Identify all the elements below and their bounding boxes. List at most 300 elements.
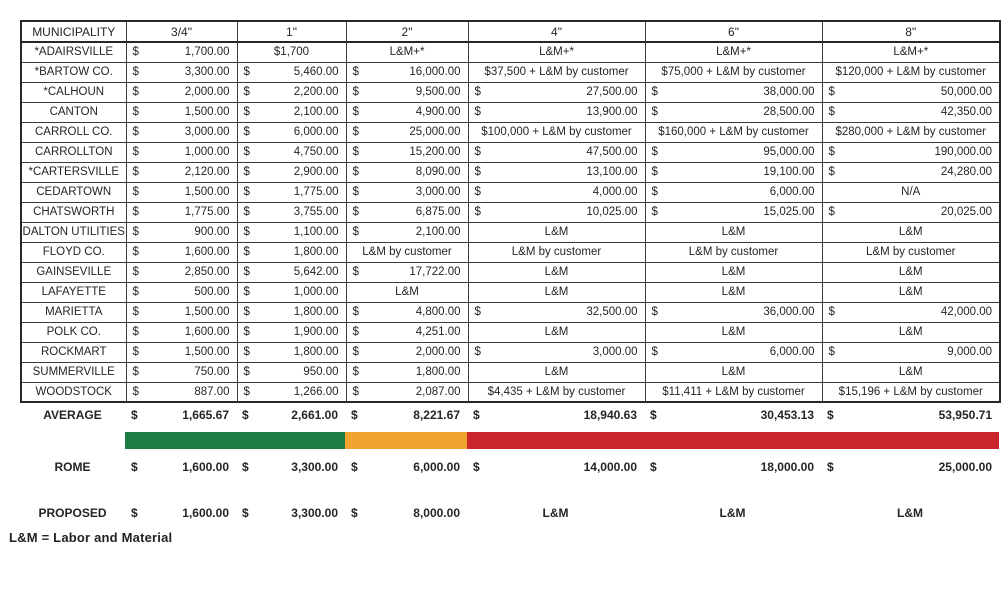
fee-cell [346,222,468,242]
currency-symbol: $ [243,146,250,158]
fee-value: 2,100.00 [293,106,339,118]
fee-cell: L&M+* [468,42,645,62]
currency-symbol: $ [474,106,481,118]
fee-cell [822,102,1000,122]
column-header-6: 8" [822,21,1000,42]
currency-symbol: $ [352,266,359,278]
column-header-1: 3/4" [126,21,237,42]
fee-cell: L&M [822,222,1000,242]
fee-cell: N/A [822,182,1000,202]
column-header-5: 6" [645,21,822,42]
table-row [21,62,1000,82]
fee-cell [346,182,468,202]
fee-cell [345,451,467,483]
fee-cell: L&M [897,506,923,520]
rome-row [20,451,999,483]
currency-symbol: $ [352,186,359,198]
fee-value: 95,000.00 [763,146,815,158]
currency-symbol: $ [352,306,359,318]
fee-cell [236,495,345,531]
table-row [21,302,1000,322]
fee-value: 13,900.00 [586,106,638,118]
fee-value: 53,950.71 [938,408,992,422]
currency-symbol: $ [243,226,250,238]
legend-note: L&M = Labor and Material [9,530,173,545]
fee-value: 19,100.00 [763,166,815,178]
fee-value: 190,000.00 [934,146,992,158]
table-header [21,21,1000,42]
fee-cell [237,142,346,162]
fee-value: 42,350.00 [940,106,992,118]
fee-cell [645,302,822,322]
fee-value: 4,000.00 [592,186,638,198]
table-row [21,242,1000,262]
fee-cell [237,342,346,362]
fee-cell [125,451,236,483]
fee-value: 3,000.00 [592,346,638,358]
column-header-0: MUNICIPALITY [21,21,126,42]
fee-value: 8,090.00 [415,166,461,178]
fee-cell [346,302,468,322]
currency-symbol: $ [243,385,250,398]
fee-value: 2,850.00 [184,266,230,278]
currency-symbol: $ [352,86,359,98]
fee-value: 1,600.00 [182,506,229,520]
fee-value: 900.00 [194,226,230,238]
table-row [21,162,1000,182]
fee-value: 2,200.00 [293,86,339,98]
fee-cell: $15,196 + L&M by customer [822,382,1000,402]
currency-symbol: $ [650,408,657,422]
fee-value: 950.00 [303,366,339,378]
fee-cell: L&M by customer [468,242,645,262]
currency-symbol: $ [131,506,138,520]
currency-symbol: $ [243,266,250,278]
fee-cell: L&M [645,262,822,282]
fee-value: 10,025.00 [586,206,638,218]
fee-value: 1,700.00 [184,46,230,59]
currency-symbol: $ [651,206,658,218]
fee-value: 36,000.00 [763,306,815,318]
municipality-cell: LAFAYETTE [21,282,126,302]
municipality-cell: ROCKMART [21,342,126,362]
fee-value: 4,251.00 [415,326,461,338]
currency-symbol: $ [352,126,359,138]
fee-cell [821,451,999,483]
fee-value: 17,722.00 [409,266,461,278]
fee-cell [237,322,346,342]
currency-symbol: $ [243,106,250,118]
fee-cell [126,302,237,322]
fee-value: 5,642.00 [293,266,339,278]
fee-cell [468,102,645,122]
currency-symbol: $ [243,66,250,78]
fee-cell [346,322,468,342]
fee-cell [237,162,346,182]
municipality-cell: GAINSEVILLE [21,262,126,282]
fee-value: 2,000.00 [184,86,230,98]
fee-cell [126,82,237,102]
fee-cell [346,62,468,82]
fee-value: 1,500.00 [184,106,230,118]
fee-cell [468,82,645,102]
fee-value: 9,500.00 [415,86,461,98]
fee-value: 4,750.00 [293,146,339,158]
table-row [21,182,1000,202]
fee-cell [346,202,468,222]
fee-value: 1,800.00 [293,246,339,258]
currency-symbol: $ [827,460,834,474]
fee-cell: $37,500 + L&M by customer [468,62,645,82]
fee-cell [237,202,346,222]
currency-symbol: $ [243,326,250,338]
table-row [21,82,1000,102]
currency-symbol: $ [651,86,658,98]
fee-cell: L&M [645,322,822,342]
municipality-cell: *ADAIRSVILLE [21,42,126,62]
document-page [20,20,1000,531]
currency-symbol: $ [132,326,139,338]
fee-cell: L&M by customer [645,242,822,262]
fee-cell: L&M [346,282,468,302]
fee-value: 1,266.00 [293,385,339,398]
fee-value: 2,100.00 [415,226,461,238]
fee-value: 1,600.00 [184,246,230,258]
currency-symbol: $ [828,166,835,178]
fee-value: 4,800.00 [415,306,461,318]
currency-symbol: $ [352,106,359,118]
currency-symbol: $ [352,166,359,178]
currency-symbol: $ [352,385,359,398]
fee-cell: L&M+* [346,42,468,62]
fee-value: 50,000.00 [940,86,992,98]
fee-value: 18,940.63 [583,408,637,422]
fee-value: 1,800.00 [415,366,461,378]
fee-value: 1,600.00 [182,460,229,474]
fee-cell [237,282,346,302]
fee-cell [237,182,346,202]
currency-symbol: $ [132,166,139,178]
currency-symbol: $ [352,326,359,338]
currency-symbol: $ [651,166,658,178]
currency-symbol: $ [132,86,139,98]
currency-symbol: $ [132,126,139,138]
currency-symbol: $ [243,306,250,318]
fee-cell: L&M+* [822,42,1000,62]
fee-cell: L&M [822,322,1000,342]
fee-cell [822,142,1000,162]
fee-value: 1,800.00 [293,306,339,318]
fee-value: 2,000.00 [415,346,461,358]
fee-value: 20,025.00 [940,206,992,218]
fee-cell: L&M [645,222,822,242]
fee-value: 6,000.00 [769,346,815,358]
fee-value: 25,000.00 [409,126,461,138]
currency-symbol: $ [243,126,250,138]
fee-cell [345,495,467,531]
table-row [21,322,1000,342]
average-label: AVERAGE [43,408,102,422]
fee-cell [237,62,346,82]
fee-cell [126,62,237,82]
currency-symbol: $ [242,460,249,474]
fee-cell [126,182,237,202]
header-row [21,21,1000,42]
fee-cell: L&M [719,506,746,520]
fee-value: 1,800.00 [293,346,339,358]
fee-value: 3,300.00 [184,66,230,78]
currency-symbol: $ [651,106,658,118]
currency-symbol: $ [132,66,139,78]
fee-cell [645,82,822,102]
fee-cell [125,495,236,531]
currency-symbol: $ [132,186,139,198]
fee-value: 887.00 [194,385,230,398]
fee-cell: $160,000 + L&M by customer [645,122,822,142]
municipality-cell: FLOYD CO. [21,242,126,262]
fee-cell: L&M [822,362,1000,382]
fee-cell [237,122,346,142]
municipality-cell: *BARTOW CO. [21,62,126,82]
fee-value: 1,500.00 [184,186,230,198]
rome-label: ROME [54,460,91,474]
municipality-cell: SUMMERVILLE [21,362,126,382]
fee-value: 1,100.00 [293,226,339,238]
table-row [21,362,1000,382]
fee-cell: L&M [468,362,645,382]
currency-symbol: $ [828,146,835,158]
currency-symbol: $ [351,408,358,422]
fee-value: 1,600.00 [184,326,230,338]
currency-symbol: $ [828,306,835,318]
fee-cell [126,242,237,262]
fee-cell [346,342,468,362]
fee-cell: $280,000 + L&M by customer [822,122,1000,142]
municipality-cell: DALTON UTILITIES [21,222,126,242]
currency-symbol: $ [132,286,139,298]
currency-symbol: $ [132,385,139,398]
fee-cell: $100,000 + L&M by customer [468,122,645,142]
currency-symbol: $ [474,306,481,318]
currency-symbol: $ [828,206,835,218]
fee-value: 3,300.00 [291,506,338,520]
fee-value: 1,665.67 [182,408,229,422]
fee-cell [346,162,468,182]
fee-cell [237,302,346,322]
fee-cell: L&M [468,322,645,342]
fee-value: 1,000.00 [293,286,339,298]
fee-cell [645,202,822,222]
fee-value: 9,000.00 [947,346,992,358]
fee-cell [237,102,346,122]
fee-cell [468,162,645,182]
bar-spacer-cell [20,427,125,451]
fee-cell [468,302,645,322]
fee-cell [821,403,999,427]
table-body [21,42,1000,402]
municipality-cell: POLK CO. [21,322,126,342]
fee-cell: L&M [645,282,822,302]
fee-cell: L&M [822,282,1000,302]
fee-cell [236,403,345,427]
currency-symbol: $ [243,366,250,378]
fee-cell [125,403,236,427]
currency-symbol: $ [132,226,139,238]
table-row [21,202,1000,222]
currency-symbol: $ [474,186,481,198]
red-bar-segment [467,432,999,449]
fee-value: 2,661.00 [291,408,338,422]
currency-symbol: $ [243,206,250,218]
fee-cell: L&M [468,222,645,242]
fee-cell [644,403,821,427]
currency-symbol: $ [132,246,139,258]
currency-symbol: $ [828,106,835,118]
fee-value: 18,000.00 [760,460,814,474]
summary-section [20,403,999,531]
municipality-cell: MARIETTA [21,302,126,322]
tap-fee-table [20,20,1001,403]
fee-cell [126,322,237,342]
fee-cell [468,342,645,362]
fee-cell: $11,411 + L&M by customer [645,382,822,402]
currency-symbol: $ [474,206,481,218]
fee-cell: $1,700 [237,42,346,62]
fee-value: 2,087.00 [415,385,461,398]
traffic-light-bar-row [20,427,999,451]
currency-symbol: $ [474,86,481,98]
currency-symbol: $ [352,226,359,238]
fee-value: 3,300.00 [291,460,338,474]
fee-value: 25,000.00 [938,460,992,474]
fee-cell [126,202,237,222]
fee-cell [645,342,822,362]
fee-value: 6,000.00 [293,126,339,138]
fee-cell [126,42,237,62]
fee-value: 32,500.00 [586,306,638,318]
fee-value: 42,000.00 [940,306,992,318]
fee-value: 5,460.00 [293,66,339,78]
fee-cell [126,362,237,382]
fee-cell: $120,000 + L&M by customer [822,62,1000,82]
fee-cell [346,102,468,122]
fee-value: 1,500.00 [184,306,230,318]
column-header-4: 4" [468,21,645,42]
fee-cell [346,382,468,402]
table-row [21,142,1000,162]
fee-value: 30,453.13 [760,408,814,422]
municipality-cell: CANTON [21,102,126,122]
fee-value: 6,000.00 [769,186,815,198]
currency-symbol: $ [352,206,359,218]
fee-value: 8,000.00 [413,506,460,520]
fee-value: 6,875.00 [415,206,461,218]
fee-cell [345,403,467,427]
currency-symbol: $ [474,346,481,358]
currency-symbol: $ [352,146,359,158]
fee-cell [126,222,237,242]
currency-symbol: $ [131,408,138,422]
currency-symbol: $ [243,286,250,298]
municipality-cell: CHATSWORTH [21,202,126,222]
proposed-row [20,495,999,531]
fee-cell [126,342,237,362]
fee-cell [468,182,645,202]
fee-value: 500.00 [194,286,230,298]
fee-value: 6,000.00 [413,460,460,474]
fee-cell [822,82,1000,102]
fee-cell [346,262,468,282]
currency-symbol: $ [651,346,658,358]
currency-symbol: $ [243,246,250,258]
currency-symbol: $ [473,460,480,474]
fee-cell: L&M+* [645,42,822,62]
fee-cell: L&M by customer [822,242,1000,262]
fee-cell [236,451,345,483]
currency-symbol: $ [132,346,139,358]
orange-bar-segment [345,432,467,449]
fee-value: 27,500.00 [586,86,638,98]
fee-cell [237,262,346,282]
table-row [21,282,1000,302]
fee-value: 13,100.00 [586,166,638,178]
fee-cell [126,262,237,282]
currency-symbol: $ [351,506,358,520]
fee-cell [346,362,468,382]
fee-cell: L&M [645,362,822,382]
currency-symbol: $ [651,306,658,318]
fee-cell [467,403,644,427]
currency-symbol: $ [131,460,138,474]
currency-symbol: $ [651,146,658,158]
fee-value: 16,000.00 [409,66,461,78]
currency-symbol: $ [351,460,358,474]
fee-cell: L&M by customer [346,242,468,262]
table-row [21,262,1000,282]
fee-value: 14,000.00 [583,460,637,474]
fee-value: 15,025.00 [763,206,815,218]
fee-cell: L&M [468,282,645,302]
currency-symbol: $ [243,186,250,198]
currency-symbol: $ [473,408,480,422]
currency-symbol: $ [242,408,249,422]
table-row [21,222,1000,242]
table-row [21,42,1000,62]
fee-value: 24,280.00 [940,166,992,178]
fee-value: 15,200.00 [409,146,461,158]
currency-symbol: $ [352,66,359,78]
currency-symbol: $ [242,506,249,520]
fee-cell [645,102,822,122]
currency-symbol: $ [827,408,834,422]
currency-symbol: $ [828,346,835,358]
fee-value: 3,000.00 [184,126,230,138]
fee-value: 1,500.00 [184,346,230,358]
fee-cell [822,342,1000,362]
table-row [21,102,1000,122]
currency-symbol: $ [474,166,481,178]
currency-symbol: $ [243,86,250,98]
currency-symbol: $ [132,106,139,118]
fee-cell [644,451,821,483]
fee-cell [645,142,822,162]
currency-symbol: $ [243,166,250,178]
fee-cell [237,362,346,382]
fee-cell [468,202,645,222]
fee-value: 1,775.00 [184,206,230,218]
currency-symbol: $ [132,146,139,158]
table-row [21,342,1000,362]
